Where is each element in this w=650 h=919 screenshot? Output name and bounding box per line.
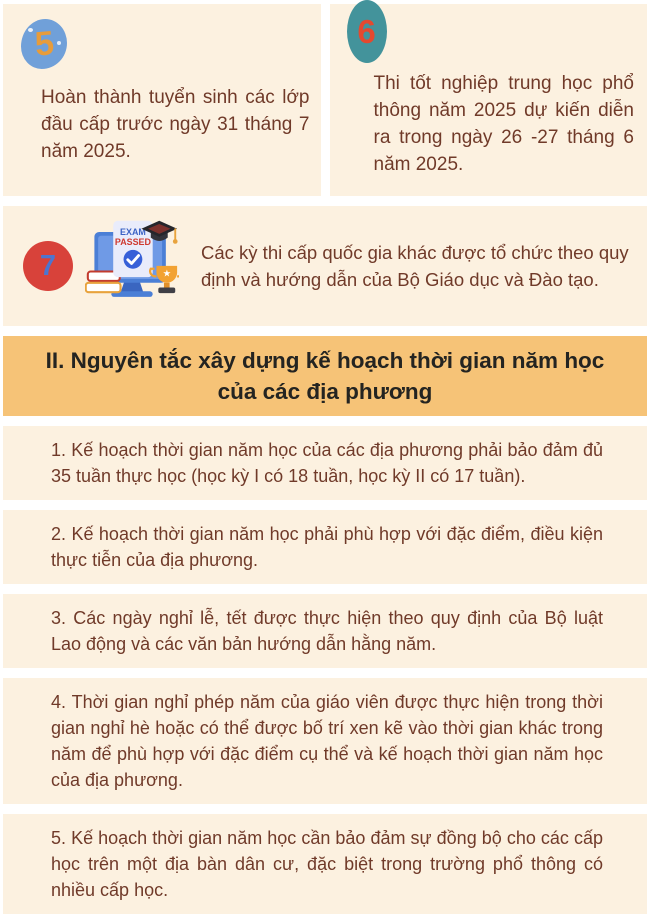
badge-5-number: 5 bbox=[32, 23, 56, 64]
section-title-line-1: II. Nguyên tắc xây dựng kế hoạch thời gian năm học bbox=[45, 348, 605, 373]
passed-label: PASSED bbox=[114, 236, 151, 247]
milestone-card-6 bbox=[330, 4, 648, 196]
badge-6-number: 6 bbox=[357, 12, 376, 50]
exam-label: EXAM bbox=[120, 226, 146, 237]
milestone-6-text: Thi tốt nghiệp trung học phổ thông năm 2025 dự kiến diễn ra trong ngày 26 -27 tháng 6 năm 2025. bbox=[373, 73, 634, 175]
principle-item-5: 5. Kế hoạch thời gian năm học cần bảo đảm sự đồng bộ cho các cấp học trên một địa bàn dân cư, đặc biệt trong trường phổ thông có nhiều cấp học. bbox=[3, 814, 647, 914]
principle-item-3: 3. Các ngày nghỉ lễ, tết được thực hiện theo quy định của Bộ luật Lao động và các văn bản hướng dẫn hằng năm. bbox=[3, 594, 647, 668]
badge-7-circle bbox=[23, 241, 73, 291]
section-title-line-2: của các địa phương bbox=[217, 379, 433, 404]
milestone-7-text: Các kỳ thi cấp quốc gia khác được tổ chức theo quy định và hướng dẫn của Bộ Giáo dục và Đào tạo. bbox=[201, 242, 629, 290]
exam-passed-illustration bbox=[85, 216, 179, 312]
badge-6-ellipse bbox=[347, 0, 387, 63]
milestone-card-7 bbox=[3, 206, 647, 326]
principle-item-1: 1. Kế hoạch thời gian năm học của các địa phương phải bảo đảm đủ 35 tuần thực học (học kỳ I có 18 tuần, học kỳ II có 17 tuần). bbox=[3, 426, 647, 500]
badge-7-number: 7 bbox=[39, 249, 57, 282]
trophy-star: ★ bbox=[162, 267, 171, 279]
principle-item-4: 4. Thời gian nghỉ phép năm của giáo viên được thực hiện trong thời gian nghỉ hè hoặc có thể được bố trí xen kẽ vào thời gian khác trong năm để phù hợp với đặc điểm cụ thể và kế hoạch thời gian năm học của địa phương. bbox=[3, 678, 647, 804]
section-title-band bbox=[3, 336, 647, 416]
milestone-5-text: Hoàn thành tuyển sinh các lớp đầu cấp trước ngày 31 tháng 7 năm 2025. bbox=[41, 87, 310, 162]
milestone-top-row bbox=[3, 4, 647, 196]
badge-5-blob bbox=[21, 19, 67, 69]
principle-item-2: 2. Kế hoạch thời gian năm học phải phù hợp với đặc điểm, điều kiện thực tiễn của địa phương. bbox=[3, 510, 647, 584]
milestone-card-5 bbox=[3, 4, 321, 196]
check-icon bbox=[124, 249, 143, 268]
exam-passed-icon bbox=[85, 216, 179, 317]
